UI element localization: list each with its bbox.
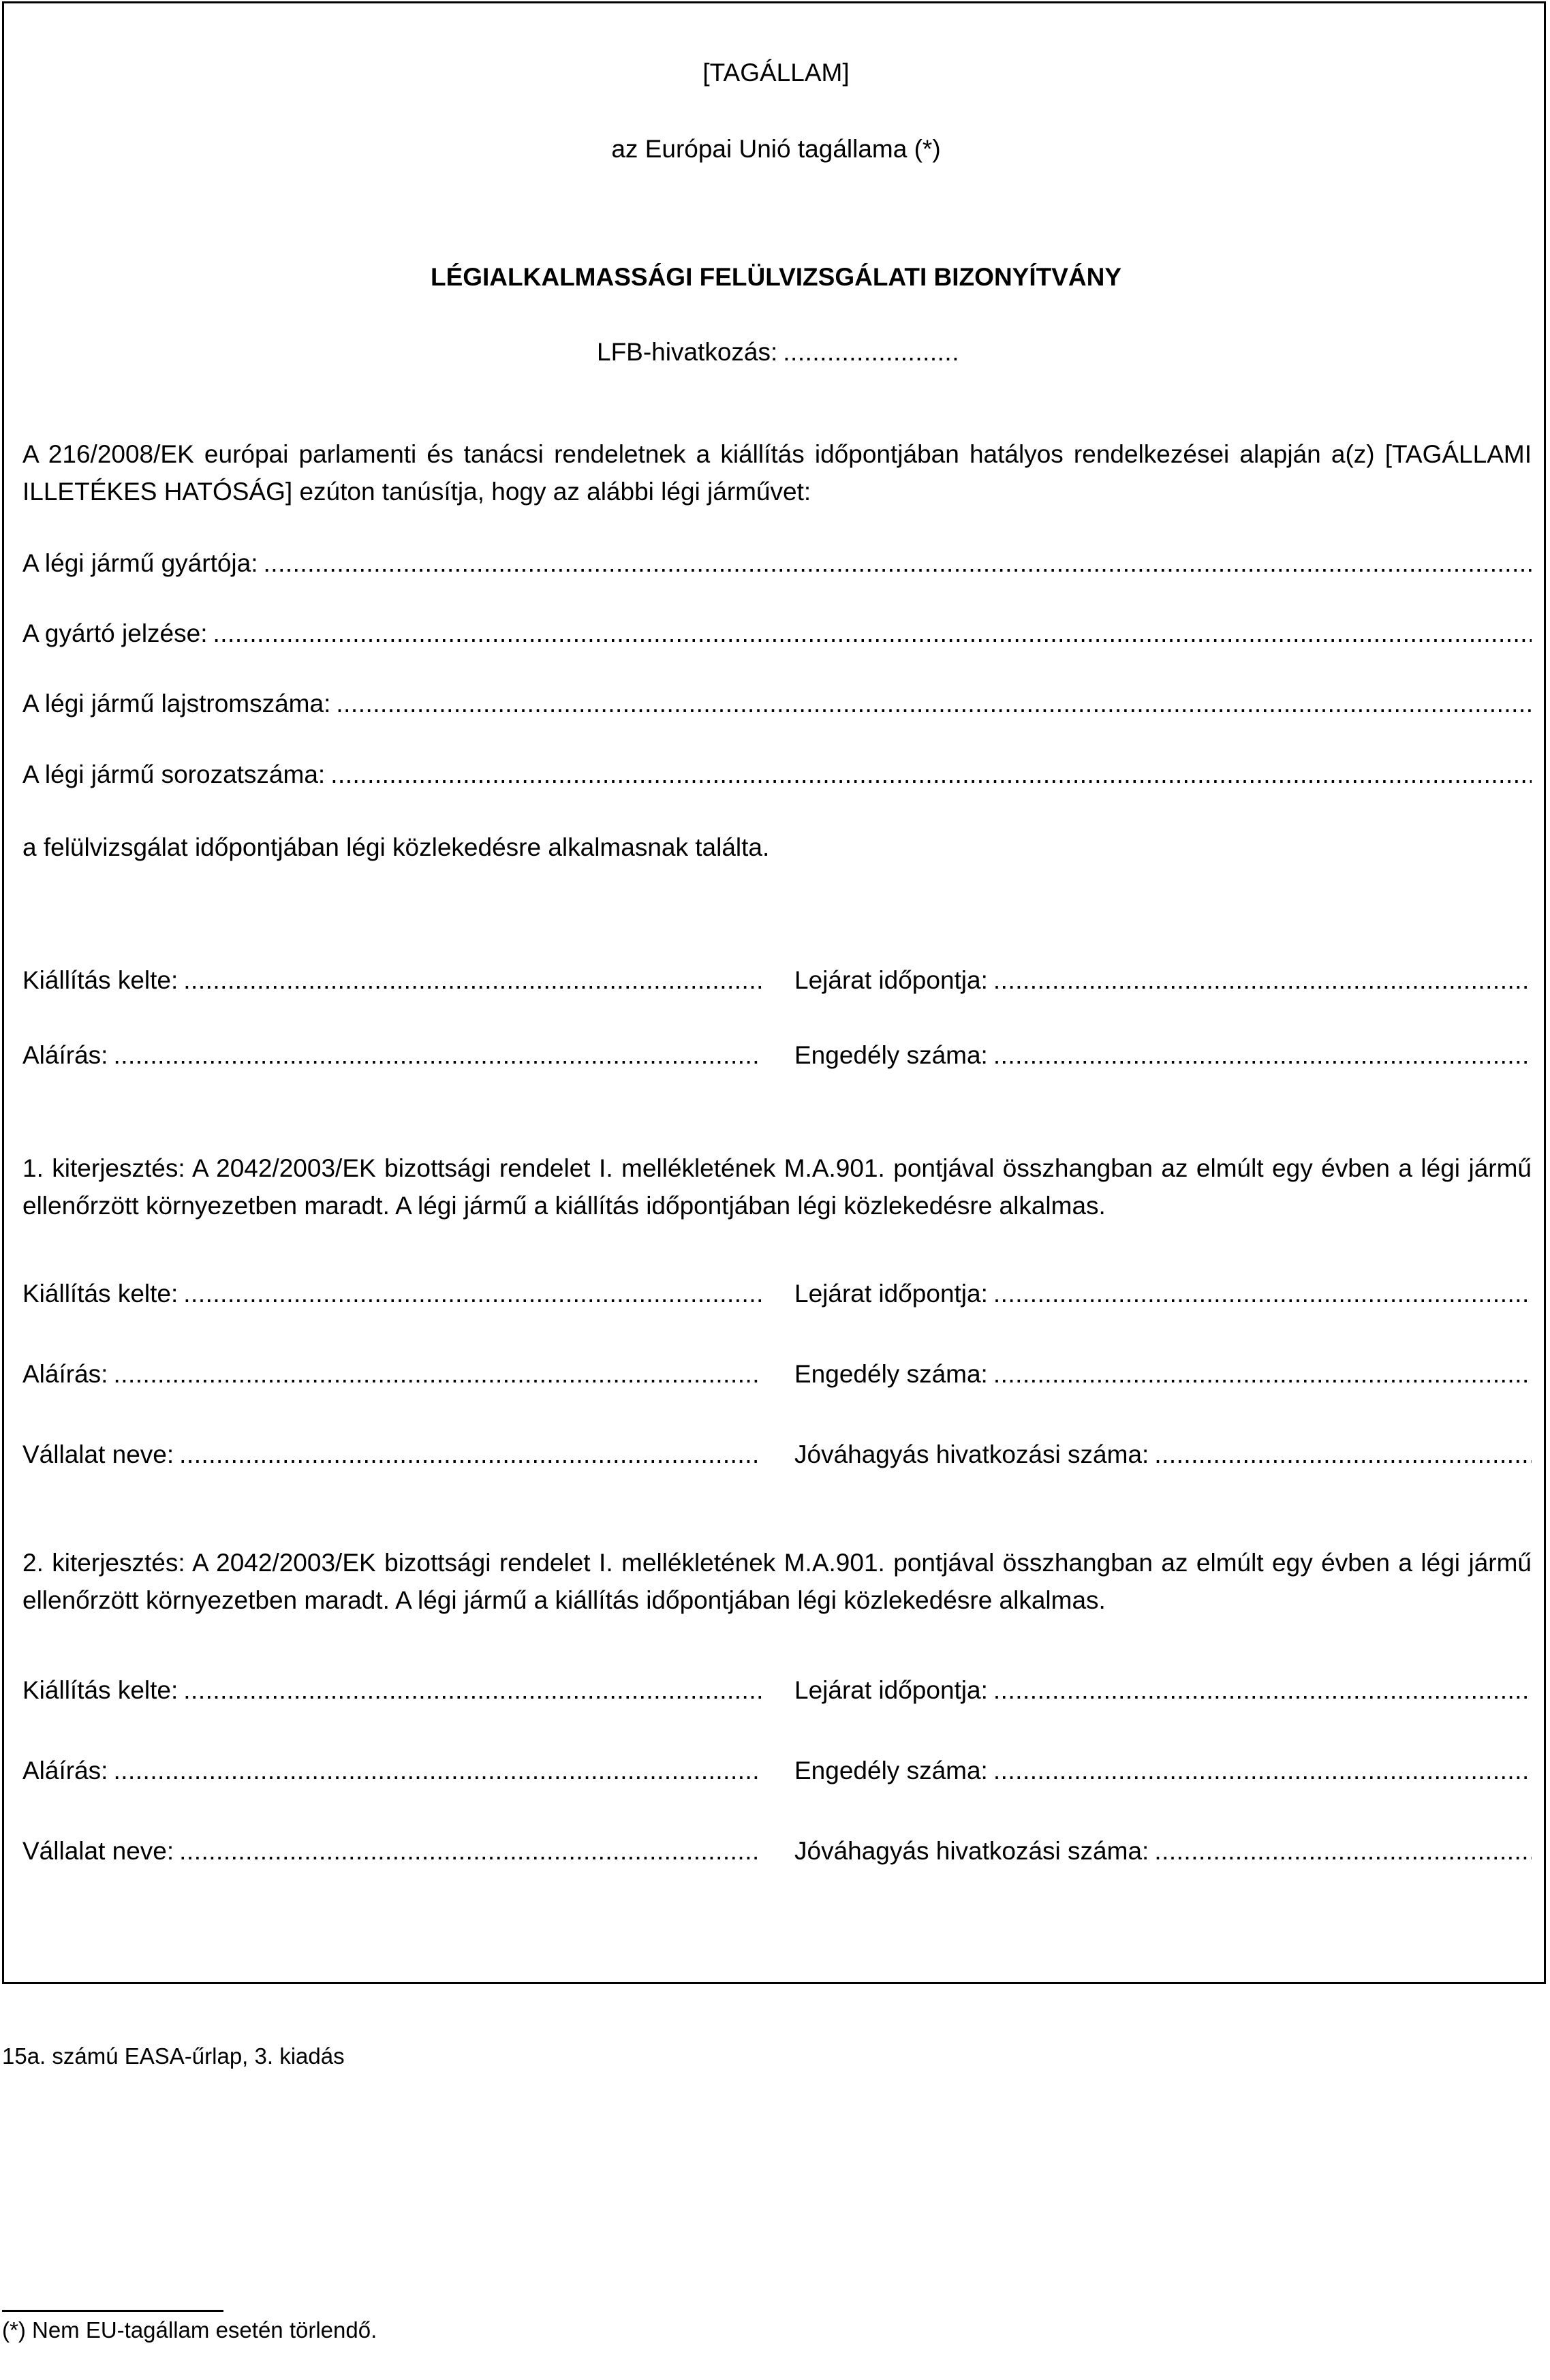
ext1-signature-field[interactable]: Aláírás: .....: [22, 1359, 762, 1389]
manufacturer-field[interactable]: A légi jármű gyártója: .....: [22, 548, 1532, 578]
reference-field[interactable]: [597, 337, 958, 367]
designation-field[interactable]: A gyártó jelzése: .....: [22, 619, 1532, 649]
ext2-approval-ref-field[interactable]: Jóváhagyás hivatkozási száma: .....: [794, 1836, 1532, 1866]
certificate-title: LÉGIALKALMASSÁGI FELÜLVIZSGÁLATI BIZONYÍTVÁNY: [430, 263, 1122, 291]
footnote-divider: [2, 2310, 223, 2312]
license-number-field[interactable]: Engedély száma: .....: [794, 1040, 1532, 1070]
expiry-date-field[interactable]: Lejárat időpontja: .....: [794, 965, 1532, 995]
ext2-expiry-date-field[interactable]: Lejárat időpontja: .....: [794, 1675, 1532, 1705]
eu-member-line: az Európai Unió tagállama (*): [611, 135, 941, 163]
conclusion-text: a felülvizsgálat időpontjában légi közlekedésre alkalmasnak találta.: [22, 833, 770, 861]
ext2-signature-field[interactable]: Aláírás: .....: [22, 1756, 762, 1786]
ext1-issue-date-field[interactable]: Kiállítás kelte: .....: [22, 1279, 762, 1309]
reference-label: LFB-hivatkozás:: [597, 338, 778, 366]
ext2-issue-date-field[interactable]: Kiállítás kelte: .....: [22, 1675, 762, 1705]
signature-field[interactable]: Aláírás: .....: [22, 1040, 762, 1070]
ext1-expiry-date-field[interactable]: Lejárat időpontja: .....: [794, 1279, 1532, 1309]
form-identifier: 15a. számú EASA-űrlap, 3. kiadás: [2, 2043, 345, 2069]
extension-1-text: 1. kiterjesztés: A 2042/2003/EK bizottsági rendelet I. mellékletének M.A.901. pontjával összhangban az elmúlt egy évben a légi jármű ellenőrzött környezetben maradt. A légi jármű a kiállítás időpontjában légi közlekedésre alkalmas.: [22, 1154, 1532, 1220]
registration-field[interactable]: A légi jármű lajstromszáma: .....: [22, 689, 1532, 719]
intro-paragraph: A 216/2008/EK európai parlamenti és tanácsi rendeletnek a kiállítás időpontjában hatályos rendelkezései alapján a(z) [TAGÁLLAMI ILLETÉKES HATÓSÁG] ezúton tanúsítja, hogy az alábbi légi járművet:: [22, 440, 1532, 506]
member-state: [TAGÁLLAM]: [702, 59, 850, 87]
footnote: (*) Nem EU-tagállam esetén törlendő.: [2, 2317, 377, 2343]
ext1-company-name-field[interactable]: Vállalat neve: .....: [22, 1440, 762, 1470]
ext1-license-number-field[interactable]: Engedély száma: .....: [794, 1359, 1532, 1389]
certificate-frame: [2, 1, 1546, 1984]
extension-2-text: 2. kiterjesztés: A 2042/2003/EK bizottsági rendelet I. mellékletének M.A.901. pontjával összhangban az elmúlt egy évben a légi jármű ellenőrzött környezetben maradt. A légi jármű a kiállítás időpontjában légi közlekedésre alkalmas.: [22, 1549, 1532, 1614]
issue-date-field[interactable]: Kiállítás kelte: .....: [22, 965, 762, 995]
reference-dots: [783, 337, 958, 367]
ext2-license-number-field[interactable]: Engedély száma: .....: [794, 1756, 1532, 1786]
ext2-company-name-field[interactable]: Vállalat neve: .....: [22, 1836, 762, 1866]
ext1-approval-ref-field[interactable]: Jóváhagyás hivatkozási száma: .....: [794, 1440, 1532, 1470]
serial-number-field[interactable]: A légi jármű sorozatszáma: .....: [22, 760, 1532, 790]
